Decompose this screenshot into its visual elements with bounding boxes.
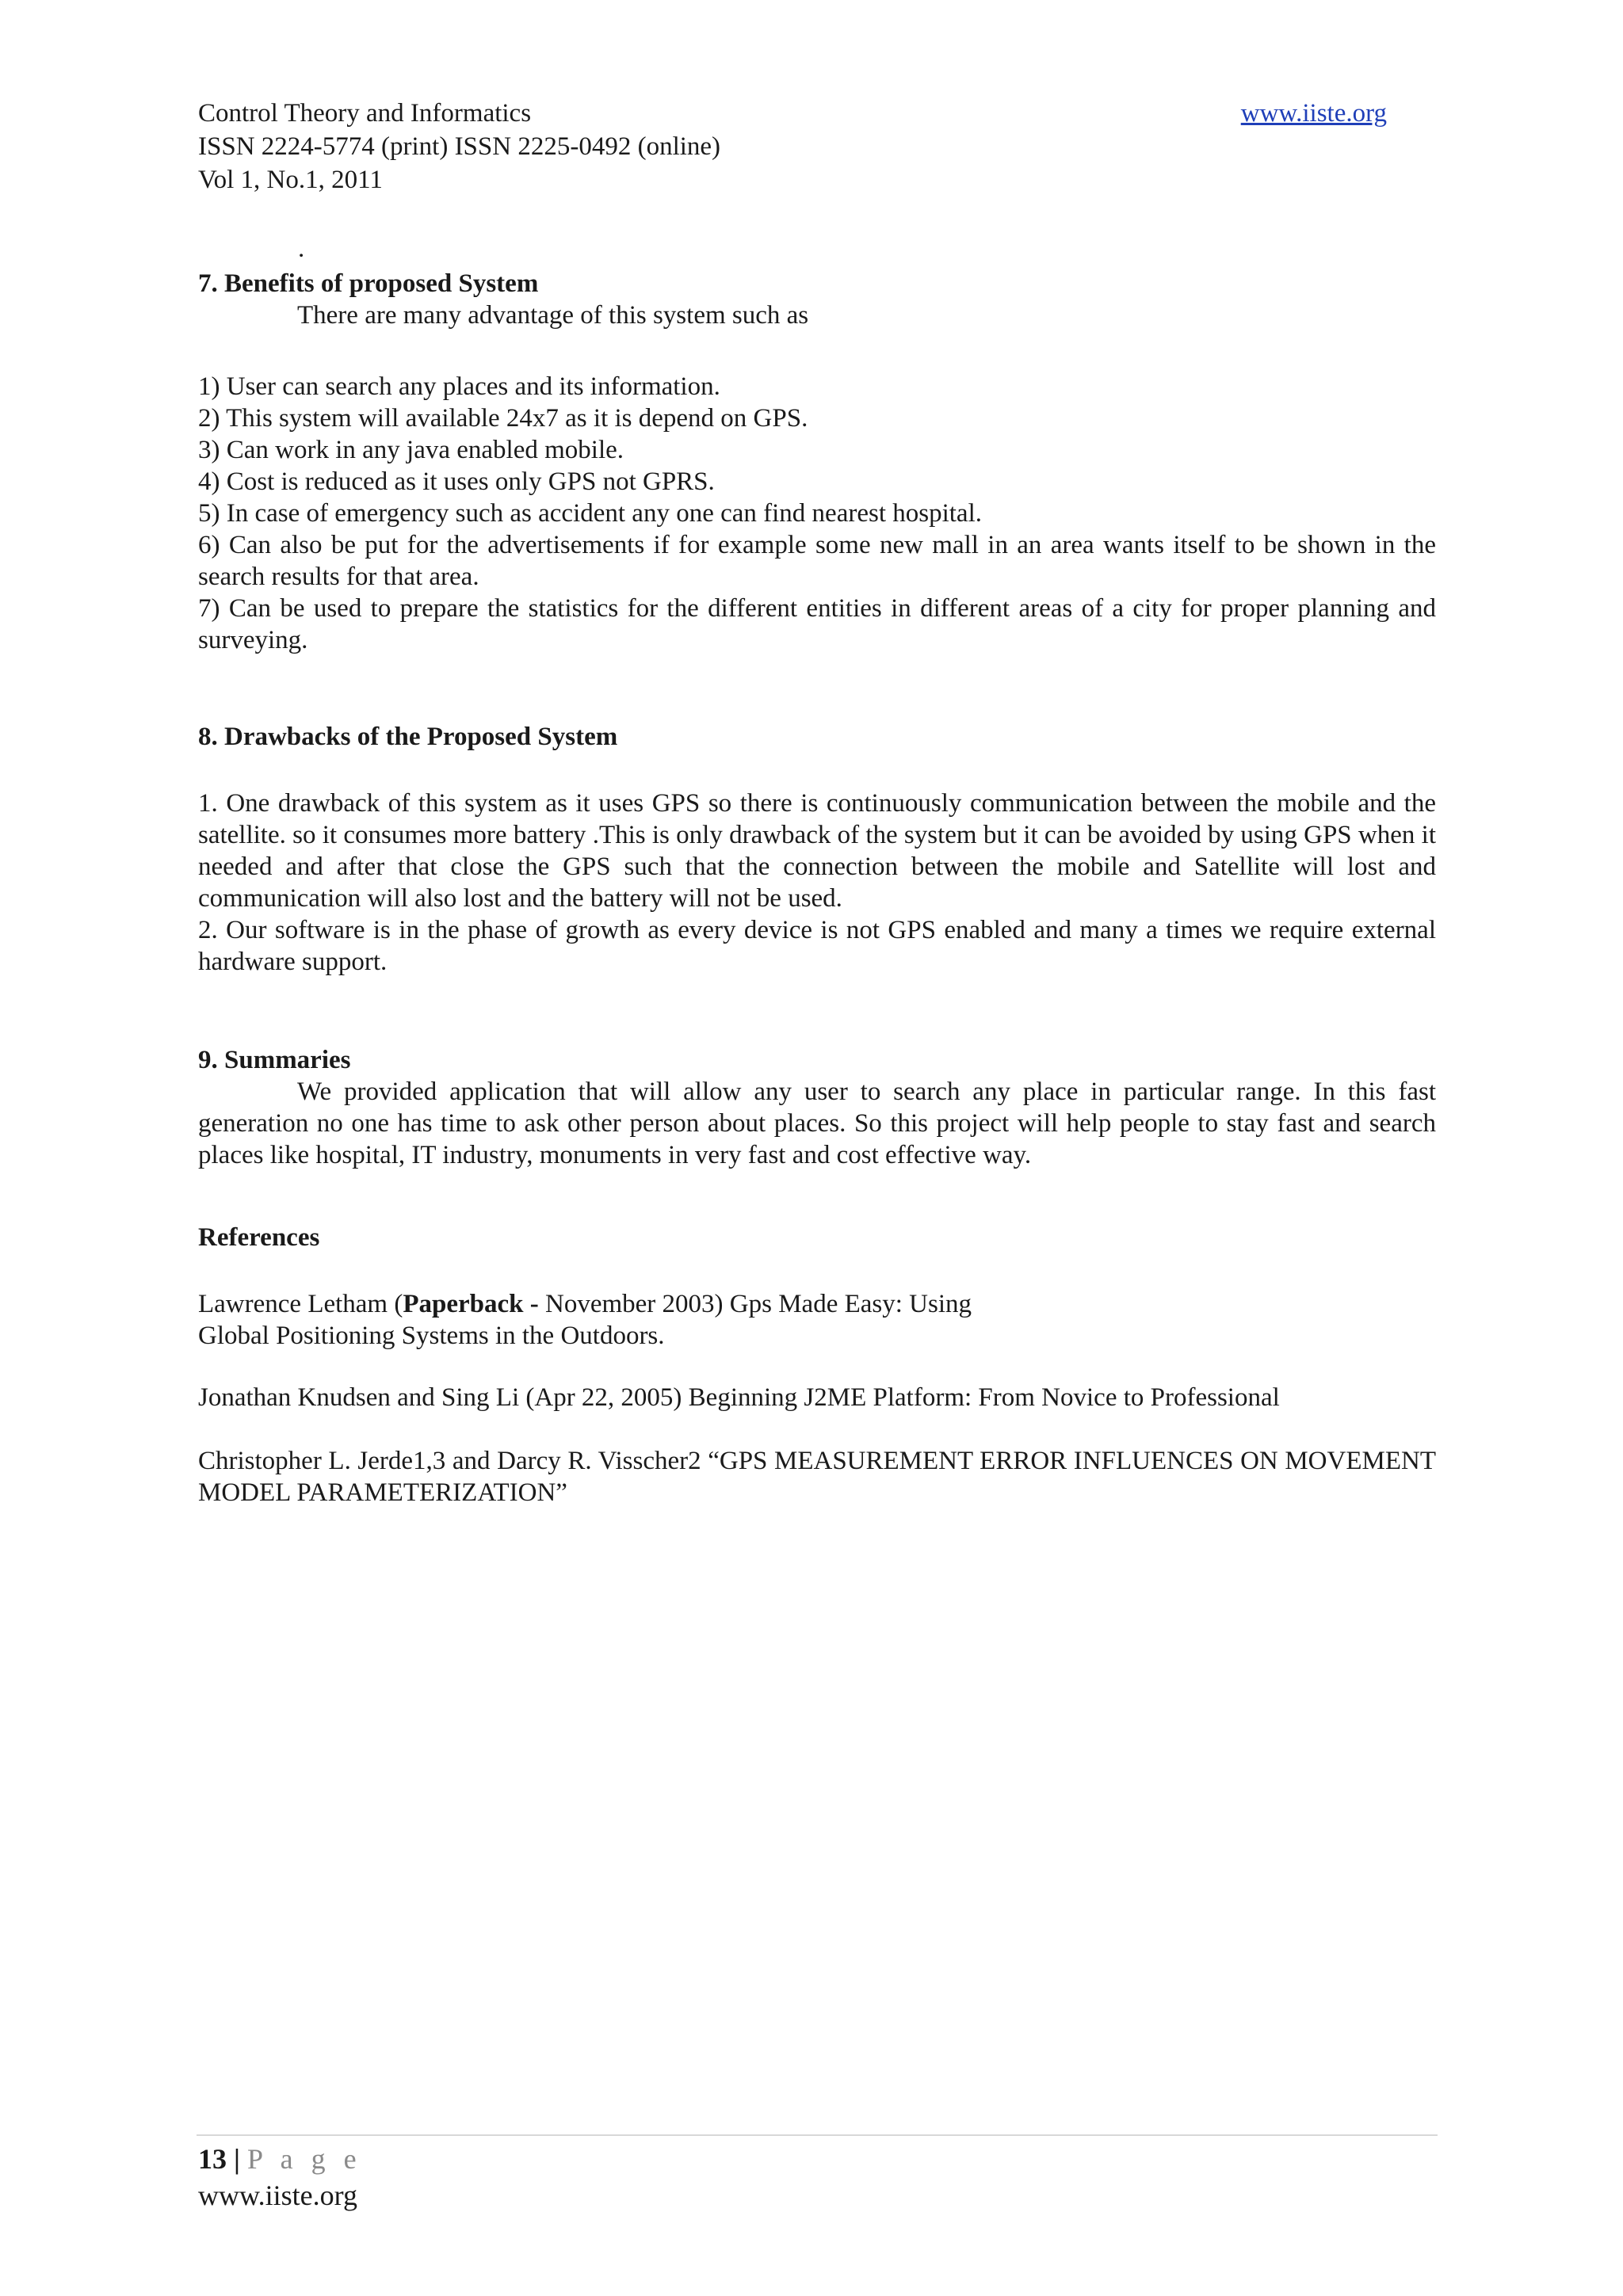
reference-1-line-1 (198, 1288, 1436, 1320)
running-header (198, 97, 1387, 196)
page-number-line (198, 2141, 362, 2177)
references-section (198, 1222, 1436, 1253)
section-8-list (198, 788, 1436, 978)
reference-2 (198, 1382, 1436, 1413)
list-item: 2. Our software is in the phase of growth as every device is not GPS enabled and many a times we require external hardware support. (198, 916, 1436, 976)
page-label: P a g e (246, 2143, 362, 2175)
reference-1-line-2: Global Positioning Systems in the Outdoors. (198, 1322, 665, 1350)
stray-dot: . (298, 235, 305, 263)
footer-divider (197, 2134, 1438, 2136)
footer-site: www.iiste.org (198, 2180, 357, 2211)
reference-1-format: Paperback - (403, 1290, 546, 1318)
journal-url-link[interactable]: www.iiste.org (1240, 99, 1387, 128)
reference-3 (198, 1445, 1436, 1508)
page-number: 13 (198, 2143, 227, 2175)
section-9-body: We provided application that will allow any user to search any place in particular range. In this fast generation no one has time to ask other person about places. So this project will help people to stay fast and search places like hospital, IT industry, monuments in very fast and cost effective way. (198, 1077, 1436, 1169)
list-item: 6) Can also be put for the advertisements if for example some new mall in an area wants itself to be shown in the search results for that area. (198, 531, 1436, 591)
page-separator: | (234, 2143, 240, 2175)
list-item: 1) User can search any places and its information. (198, 372, 720, 401)
journal-title: Control Theory and Informatics (198, 99, 532, 128)
section-7-intro: There are many advantage of this system such as (297, 301, 809, 330)
section-9-heading: 9. Summaries (198, 1046, 351, 1074)
section-7-heading: 7. Benefits of proposed System (198, 269, 539, 298)
list-item: 3) Can work in any java enabled mobile. (198, 436, 624, 464)
references-heading: References (198, 1223, 320, 1252)
reference-3-text: Christopher L. Jerde1,3 and Darcy R. Visscher2 “GPS MEASUREMENT ERROR INFLUENCES ON MOVEMENT MODEL PARAMETERIZATION” (198, 1447, 1436, 1507)
reference-1-title-part: November 2003) Gps Made Easy: Using (545, 1290, 972, 1318)
list-item: 5) In case of emergency such as accident any one can find nearest hospital. (198, 499, 982, 528)
volume-line: Vol 1, No.1, 2011 (198, 166, 383, 194)
reference-2-text: Jonathan Knudsen and Sing Li (Apr 22, 2005) Beginning J2ME Platform: From Novice to Professional (198, 1383, 1280, 1412)
list-item: 2) This system will available 24x7 as it is depend on GPS. (198, 404, 808, 433)
section-8-heading: 8. Drawbacks of the Proposed System (198, 723, 618, 751)
list-item: 7) Can be used to prepare the statistics for the different entities in different areas of a city for proper planning and surveying. (198, 594, 1436, 654)
section-8 (198, 721, 1436, 753)
reference-1 (198, 1288, 1436, 1352)
section-7 (198, 268, 1436, 331)
list-item: 4) Cost is reduced as it uses only GPS not GPRS. (198, 467, 715, 496)
section-7-list (198, 371, 1436, 656)
list-item: 1. One drawback of this system as it uses GPS so there is continuously communication between the mobile and the satellite. so it consumes more battery .This is only drawback of the system but it can be avoided by using GPS when it needed and after that close the GPS such that the connection between the mobile and Satellite will lost and communication will also lost and the battery will not be used. (198, 789, 1436, 913)
page-footer (198, 2141, 362, 2214)
section-9 (198, 1044, 1436, 1171)
reference-1-author: Lawrence Letham ( (198, 1290, 403, 1318)
issn-line: ISSN 2224-5774 (print) ISSN 2225-0492 (online) (198, 132, 721, 161)
